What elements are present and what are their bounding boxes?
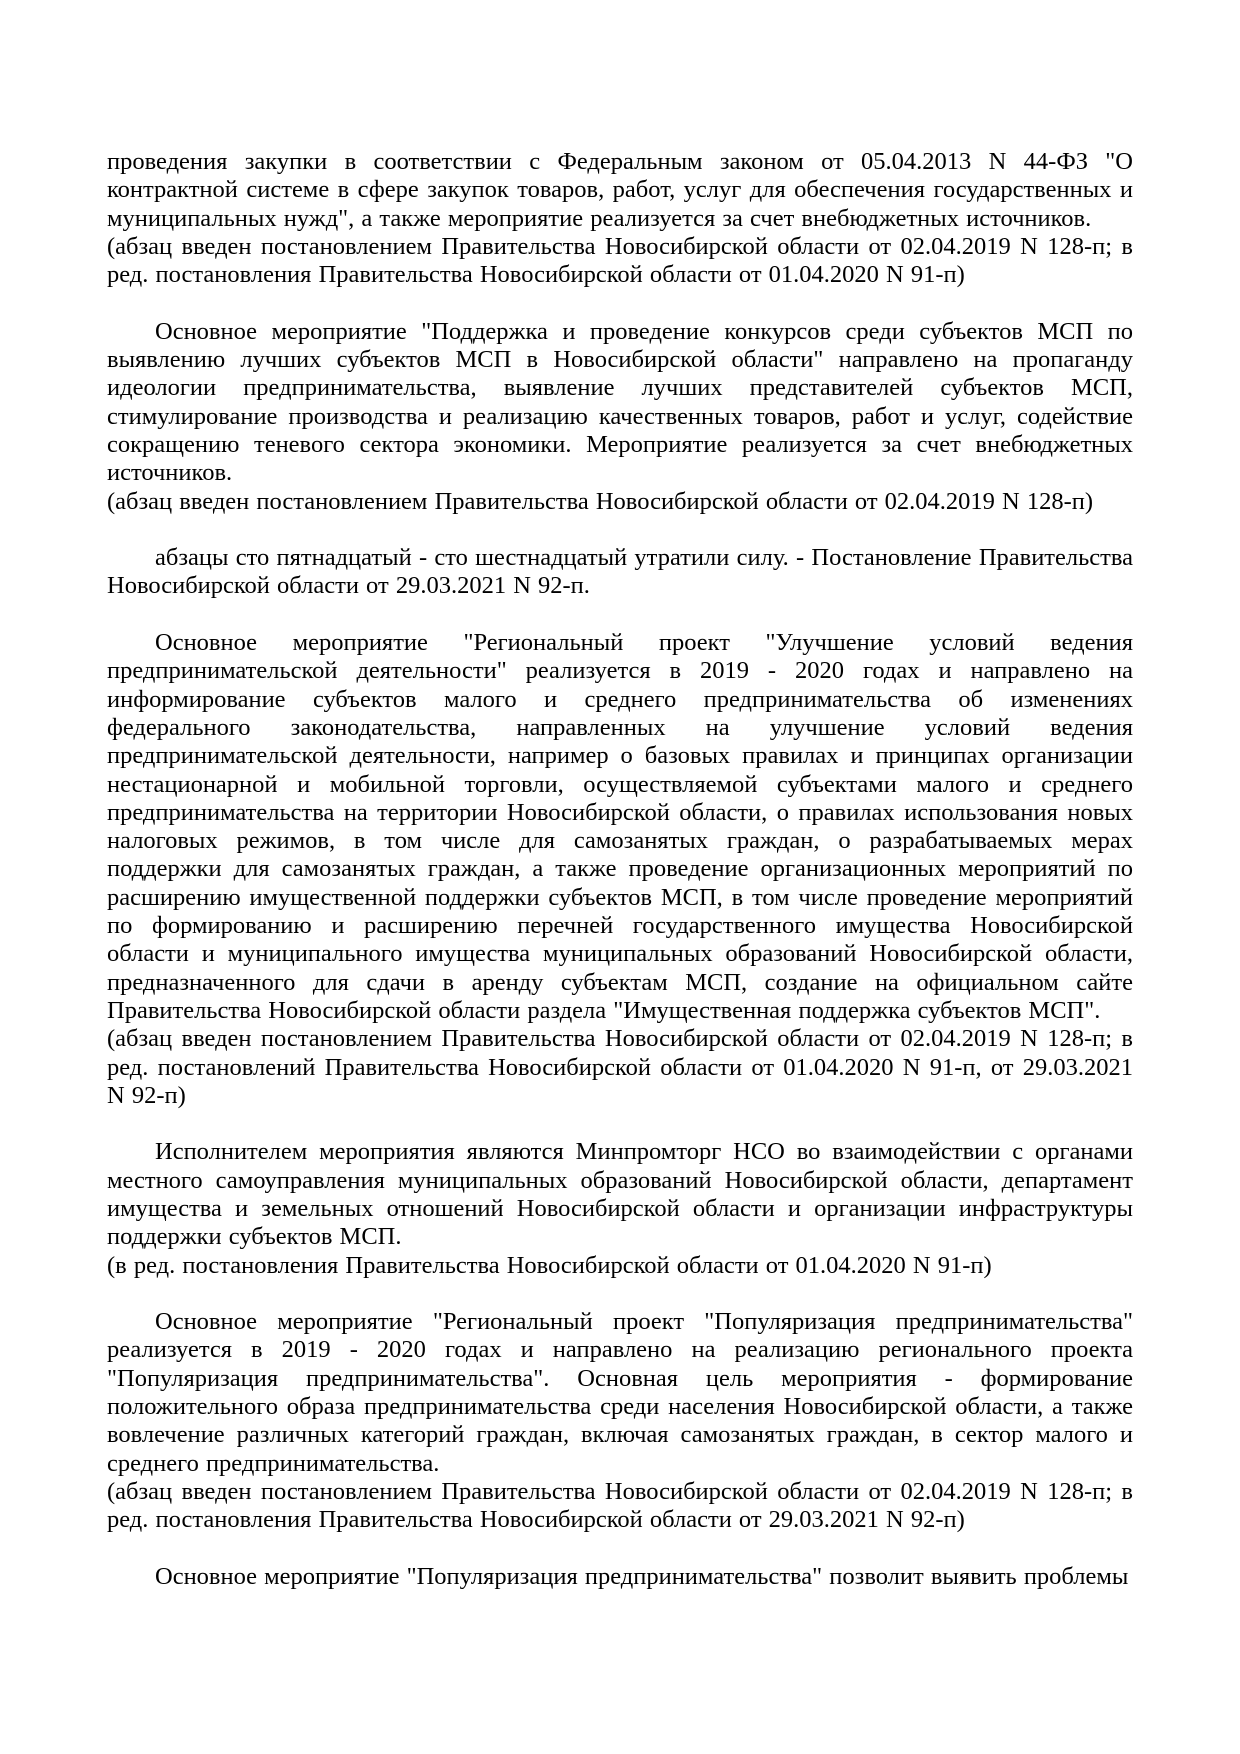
paragraph-body: Основное мероприятие "Региональный проект "Улучшение условий ведения предпринимательской деятельности" реализуется в 2019 - 2020 годах и направлено на информирование субъектов малого и среднего предпринимательства об изменениях федерального законодательства, направленных на улучшение условий ведения предпринимательской деятельности, например о базовых правилах и принципах организации нестационарной и мобильной торговли, осуществляемой субъектами малого и среднего предпринимательства на территории Новосибирской области, о правилах использования новых налоговых режимов, в том числе для самозанятых граждан, о разрабатываемых мерах поддержки для самозанятых граждан, а также проведение организационных мероприятий по расширению имущественной поддержки субъектов МСП, в том числе проведение мероприятий по формированию и расширению перечней государственного имущества Новосибирской области и муниципального имущества муниципальных образований Новосибирской области, предназначенного для сдачи в аренду субъектам МСП, создание на официальном сайте Правительства Новосибирской области раздела "Имущественная поддержка субъектов МСП". <box>107 629 1133 1024</box>
paragraph-amendment-note: (абзац введен постановлением Правительства Новосибирской области от 02.04.2019 N 128-п; в ред. постановления Правительства Новосибирской области от 01.04.2020 N 91-п) <box>107 232 1133 289</box>
paragraph-amendment-note: (абзац введен постановлением Правительства Новосибирской области от 02.04.2019 N 128-п; в ред. постановления Правительства Новосибирской области от 29.03.2021 N 92-п) <box>107 1477 1133 1534</box>
paragraph-body: Основное мероприятие "Региональный проект "Популяризация предпринимательства" реализуется в 2019 - 2020 годах и направлено на реализацию регионального проекта "Популяризация предпринимательства". Основная цель мероприятия - формирование положительного образа предпринимательства среди населения Новосибирской области, а также вовлечение различных категорий граждан, включая самозанятых граждан, в сектор малого и среднего предпринимательства. <box>107 1308 1133 1477</box>
document-text-block <box>107 148 1133 1591</box>
paragraph-body: Основное мероприятие "Популяризация предпринимательства" позволит выявить проблемы <box>155 1562 1129 1590</box>
paragraph-body: абзацы сто пятнадцатый - сто шестнадцатый утратили силу. - Постановление Правительства Новосибирской области от 29.03.2021 N 92-п. <box>107 544 1133 600</box>
paragraph-amendment-note: (в ред. постановления Правительства Новосибирской области от 01.04.2020 N 91-п) <box>107 1251 992 1279</box>
paragraph-body: Исполнителем мероприятия являются Минпромторг НСО во взаимодействии с органами местного самоуправления муниципальных образований Новосибирской области, департамент имущества и земельных отношений Новосибирской области и организации инфраструктуры поддержки субъектов МСП. <box>107 1138 1133 1251</box>
paragraph-amendment-note: (абзац введен постановлением Правительства Новосибирской области от 02.04.2019 N 128-п; в ред. постановлений Правительства Новосибирской области от 01.04.2020 N 91-п, от 29.03.2021 N 92-п) <box>107 1025 1133 1109</box>
paragraph-amendment-note: (абзац введен постановлением Правительства Новосибирской области от 02.04.2019 N 128-п) <box>107 487 1094 515</box>
paragraph-body-continuation: проведения закупки в соответствии с Федеральным законом от 05.04.2013 N 44-ФЗ "О контрактной системе в сфере закупок товаров, работ, услуг для обеспечения государственных и муниципальных нужд", а также мероприятие реализуется за счет внебюджетных источников. <box>107 148 1133 232</box>
paragraph-body: Основное мероприятие "Поддержка и проведение конкурсов среди субъектов МСП по выявлению лучших субъектов МСП в Новосибирской области" направлено на пропаганду идеологии предпринимательства, выявление лучших представителей субъектов МСП, стимулирование производства и реализацию качественных товаров, работ и услуг, содействие сокращению теневого сектора экономики. Мероприятие реализуется за счет внебюджетных источников. <box>107 317 1133 487</box>
